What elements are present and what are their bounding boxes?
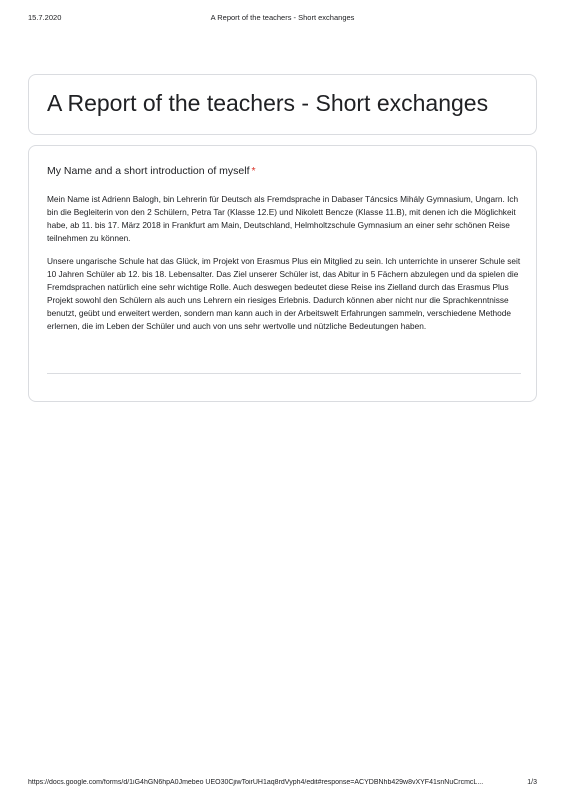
answer-text bbox=[47, 193, 521, 343]
form-title-card bbox=[28, 74, 537, 135]
print-document-title: A Report of the teachers - Short exchanges bbox=[210, 13, 355, 22]
answer-underline bbox=[47, 373, 521, 374]
form-title: A Report of the teachers - Short exchanges bbox=[47, 90, 489, 116]
answer-paragraph: Unsere ungarische Schule hat das Glück, im Projekt von Erasmus Plus ein Mitglied zu sein. Ich unterrichte in unserer Schule seit 10 Jahren Schüler ab 12. bis 18. Lebensalter. Das Ziel unserer Schüler ist, das Abitur in 5 Fächern abzulegen und da spielen die Fremdsprachen natürlich eine sehr wichtige Rolle. Auch deswegen bedeutet diese Reise ins Zielland durch das Erasmus Plus Projekt sowohl den Schülern als auch uns Lehrern ein riesiges Erlebnis. Dadurch können aber nicht nur die Sprachkenntnisse benutzt, geübt und erweitert werden, sondern man kann auch in der Arbeitswelt Erfahrungen sammeln, verschiedene Methode erlernen, die im Leben der Schüler und auch von uns sehr wertvolle und nützliche Bedeutungen haben. bbox=[47, 256, 521, 331]
question-title bbox=[47, 164, 256, 178]
answer-paragraph: Mein Name ist Adrienn Balogh, bin Lehrerin für Deutsch als Fremdsprache in Dabaser Táncsics Mihály Gymnasium, Ungarn. Ich bin die Begleiterin von den 2 Schülern, Petra Tar (Klasse 12.E) und Nikolett Bencze (Klasse 11.B), mit denen ich die Möglichkeit habe, ab 11. bis 17. März 2018 in Frankfurt am Main, Deutschland, Helmholtzschule Gymnasium an einer sehr schönen Reise teilnehmen zu können. bbox=[47, 194, 519, 243]
page-number: 1/3 bbox=[527, 779, 537, 786]
required-asterisk: * bbox=[251, 165, 256, 177]
question-title-text: My Name and a short introduction of myself bbox=[47, 165, 250, 177]
print-footer bbox=[28, 779, 537, 791]
print-date: 15.7.2020 bbox=[28, 13, 62, 22]
print-url: https://docs.google.com/forms/d/1iG4hGN6hpA0Jmebeo UEO30CjiwToirUH1aq8rdVyph4/edit#response=ACYDBNhb429w8vXYF41snNuCrcmcL... bbox=[28, 779, 484, 786]
question-card bbox=[28, 145, 537, 402]
print-header bbox=[28, 13, 537, 25]
